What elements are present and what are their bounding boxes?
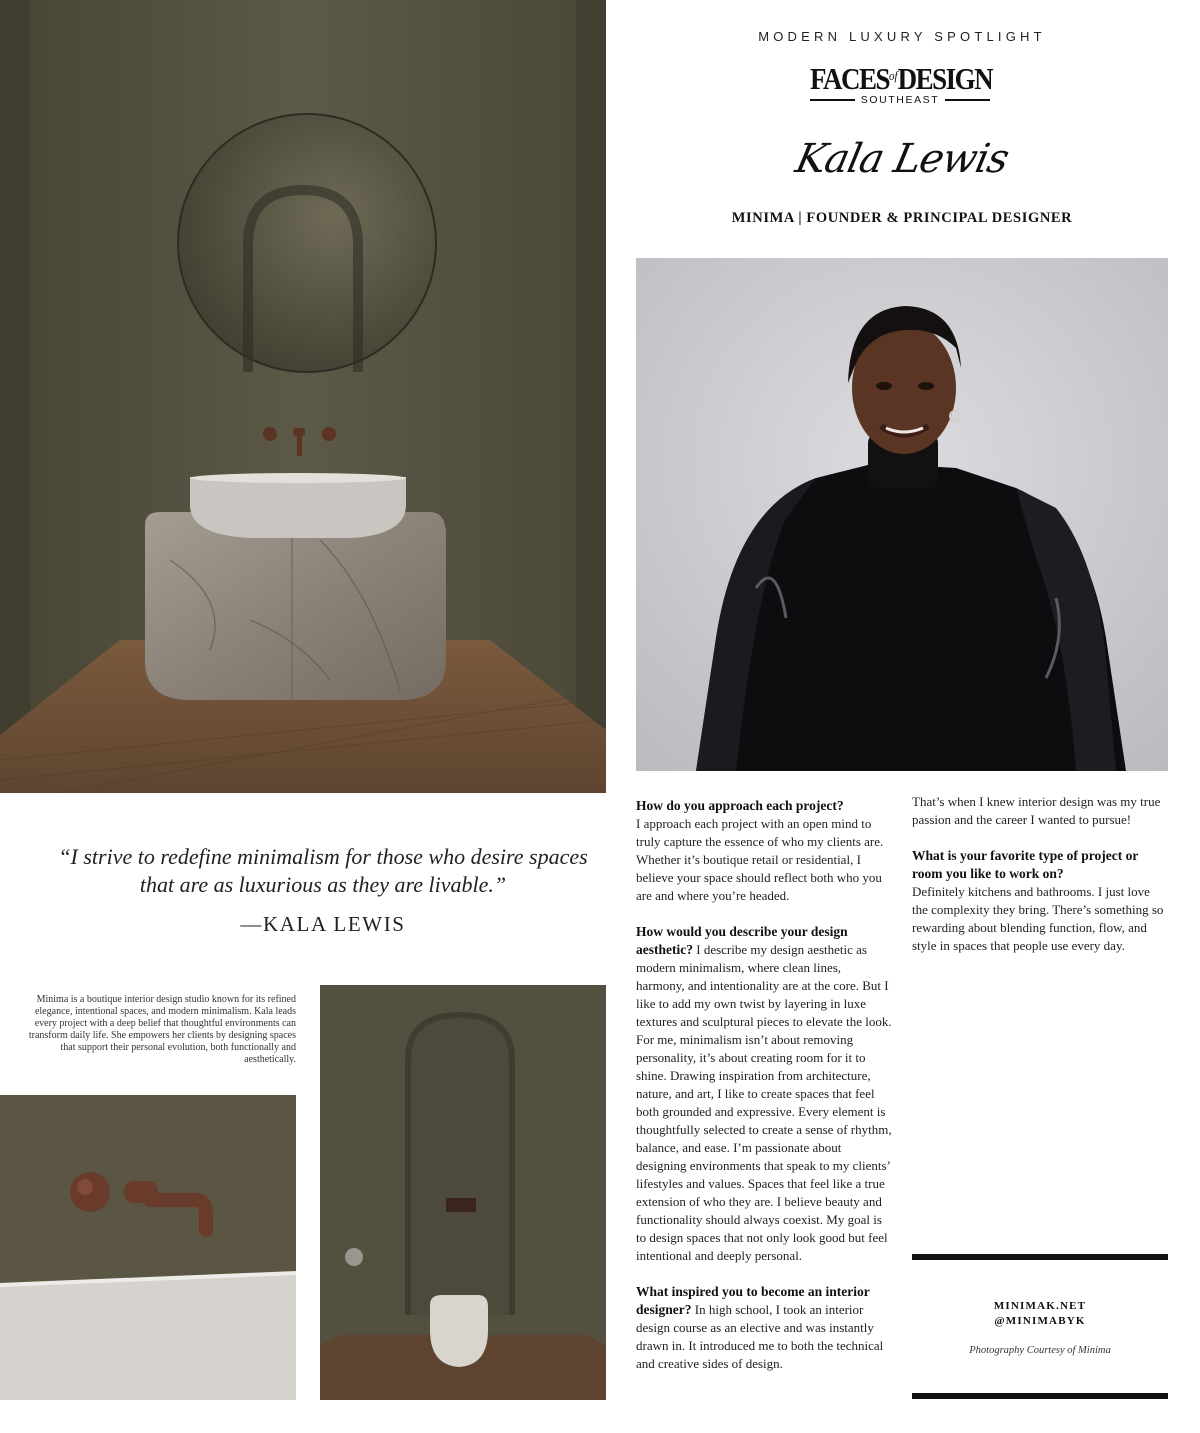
designer-signature: Kala Lewis <box>791 136 1013 182</box>
interview-column-right <box>912 793 1168 955</box>
interview-answer: I describe my design aesthetic as modern minimalism, where clean lines, harmony, and intentionality are at the core. But I like to add my own twist by layering in luxe textures and sculptural pieces to elevate the look. For me, minimalism isn’t about removing personality, it’s about creating room for it to shine. Drawing inspiration from architecture, nature, and art, I like to create spaces that feel both grounded and expressive. Every element is thoughtfully selected to create a sense of rhythm, balance, and ease. I’m passionate about designing environments that speak to my clients’ lifestyles and values. Spaces that feel like a true extension of who they are. I believe beauty and functionality should always coexist. My goal is to design spaces that not only look good but feel intentional and deeply personal. <box>636 942 892 1263</box>
interview-item <box>636 1283 892 1373</box>
designer-title: MINIMA | FOUNDER & PRINCIPAL DESIGNER <box>731 210 1073 226</box>
pull-quote-author: —KALA LEWIS <box>240 912 406 936</box>
interview-answer-continued: That’s when I knew interior design was my true passion and the career I wanted to pursue! <box>912 794 1161 827</box>
bronze-faucet-closeup-photo <box>0 1095 296 1400</box>
logo-region: SOUTHEAST <box>810 94 990 106</box>
interview-question: What inspired you to become an interior designer? <box>636 1284 870 1317</box>
kala-lewis-portrait-photo <box>636 258 1168 771</box>
pull-quote: “I strive to redefine minimalism for those who desire spaces that are as luxurious as they are livable.” <box>58 844 588 897</box>
photo-credit: Photography Courtesy of Minima <box>969 1345 1111 1356</box>
interview-item <box>912 847 1168 955</box>
info-box-top-rule <box>912 1254 1168 1260</box>
interview-answer: I approach each project with an open mind to truly capture the essence of who my clients are. Whether it’s boutique retail or residential, I believe your space should reflect both who you are and where you’re headed. <box>636 816 884 903</box>
section-kicker: MODERN LUXURY SPOTLIGHT <box>758 29 1046 44</box>
website-link[interactable]: MINIMAK.NET <box>993 1300 1087 1312</box>
studio-bio: Minima is a boutique interior design studio known for its refined elegance, intentional spaces, and modern minimalism. Kala leads every project with a deep belief that thoughtful environments can transform daily life. She empowers her clients by designing spaces that support their personal evolution, both functionally and aesthetically. <box>28 994 296 1065</box>
interview-answer: In high school, I took an interior design course as an elective and was instantly drawn in. It introduced me to both the technical and creative sides of design. <box>636 1302 884 1371</box>
hero-bathroom-vanity-photo <box>0 0 606 793</box>
interview-item <box>636 923 892 1265</box>
interview-column-left <box>636 797 892 1373</box>
social-handle-link[interactable]: @MINIMABYK <box>994 1315 1086 1327</box>
interview-item <box>636 797 892 905</box>
interview-answer: Definitely kitchens and bathrooms. I just love the complexity they bring. There’s something so rewarding about blending function, flow, and style in spaces that people use every day. <box>912 884 1164 953</box>
wall-hung-toilet-photo <box>320 985 606 1400</box>
interview-question: What is your favorite type of project or room you like to work on? <box>912 848 1139 881</box>
faces-of-design-logo <box>810 62 993 106</box>
interview-question: How would you describe your design aesthetic? <box>636 924 848 957</box>
interview-question: How do you approach each project? <box>636 798 844 813</box>
info-box-bottom-rule <box>912 1393 1168 1399</box>
logo-wordmark: $FACES^{of}DESIGN$ <box>810 62 993 96</box>
